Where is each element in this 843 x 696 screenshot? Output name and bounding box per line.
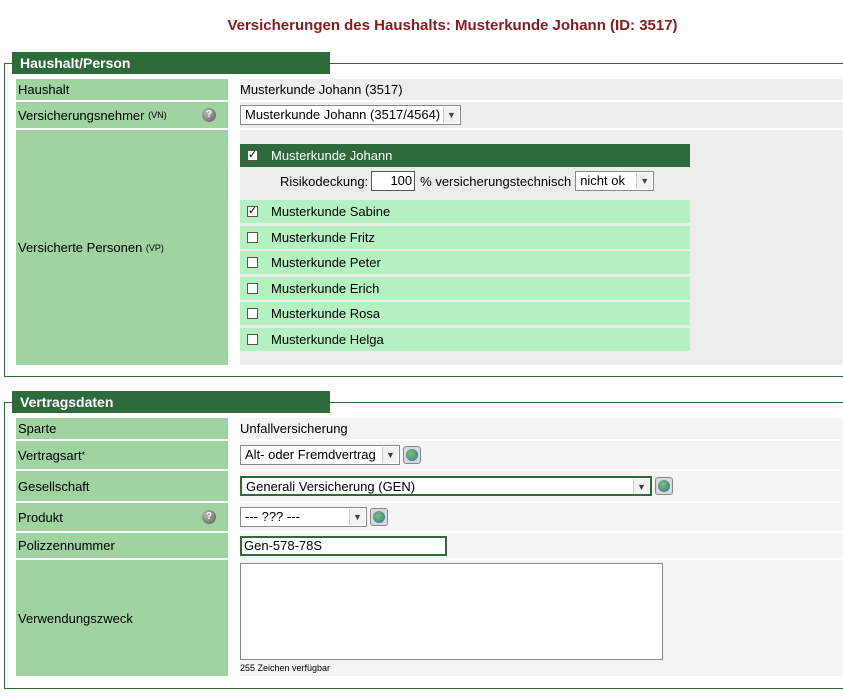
risk-input[interactable]: 100 bbox=[371, 171, 415, 191]
vertragsart-select[interactable] bbox=[240, 445, 400, 465]
risk-select[interactable] bbox=[575, 171, 654, 191]
polizze-input[interactable]: Gen-578-78S bbox=[240, 536, 447, 556]
person-checkbox[interactable] bbox=[247, 308, 258, 319]
chevron-down-icon: ▼ bbox=[636, 173, 652, 189]
person-name: Musterkunde Helga bbox=[271, 332, 384, 347]
risk-select-value: nicht ok bbox=[580, 173, 625, 188]
gesellschaft-select[interactable] bbox=[240, 476, 652, 496]
haushalt-value-cell bbox=[240, 79, 843, 100]
vn-label-cell bbox=[16, 102, 228, 128]
chevron-down-icon: ▼ bbox=[443, 107, 459, 123]
person-checkbox[interactable] bbox=[247, 257, 258, 268]
produkt-label: Produkt bbox=[18, 509, 63, 525]
zweck-textarea[interactable] bbox=[240, 563, 663, 660]
chevron-down-icon: ▼ bbox=[349, 509, 365, 525]
gesellschaft-value-cell bbox=[240, 471, 843, 501]
vn-select[interactable] bbox=[240, 105, 461, 125]
chevron-down-icon: ▼ bbox=[382, 447, 398, 463]
vn-label: Versicherungsnehmer bbox=[18, 107, 145, 123]
vn-row bbox=[16, 102, 843, 128]
polizze-label: Polizzennummer bbox=[16, 533, 228, 558]
chars-left-text: 255 Zeichen verfügbar bbox=[240, 663, 331, 673]
haushalt-label: Haushalt bbox=[16, 79, 228, 100]
globe-icon[interactable] bbox=[370, 508, 388, 526]
sparte-value: Unfallversicherung bbox=[240, 421, 348, 436]
risk-row bbox=[280, 171, 654, 191]
produkt-select-value: --- ??? --- bbox=[245, 509, 300, 524]
globe-icon[interactable] bbox=[655, 477, 673, 495]
person-row[interactable] bbox=[240, 226, 690, 249]
vertragsart-value-cell bbox=[240, 441, 843, 469]
haushalt-row bbox=[16, 79, 843, 100]
question-icon[interactable]: ? bbox=[202, 108, 216, 122]
gesellschaft-label: Gesellschaft bbox=[16, 471, 228, 501]
person-row[interactable] bbox=[240, 328, 690, 351]
person-row[interactable] bbox=[240, 251, 690, 274]
produkt-label-cell bbox=[16, 503, 228, 531]
zweck-row bbox=[16, 560, 843, 676]
polizze-row bbox=[16, 533, 843, 558]
vertragsart-select-value: Alt- oder Fremdvertrag bbox=[245, 447, 376, 462]
person-name: Musterkunde Sabine bbox=[271, 204, 391, 219]
person-name: Musterkunde Fritz bbox=[271, 230, 376, 245]
primary-person-row[interactable] bbox=[240, 144, 690, 167]
gesellschaft-select-value: Generali Versicherung (GEN) bbox=[246, 479, 416, 494]
vertragsart-sup: * bbox=[81, 450, 86, 460]
sparte-value-cell bbox=[240, 418, 843, 439]
vertragsdaten-legend: Vertragsdaten bbox=[12, 391, 330, 413]
person-checkbox[interactable] bbox=[247, 232, 258, 243]
vn-value-cell bbox=[240, 102, 843, 128]
person-checkbox[interactable] bbox=[247, 334, 258, 345]
person-row[interactable] bbox=[240, 302, 690, 325]
risk-suffix: % versicherungstechnisch bbox=[420, 173, 572, 189]
produkt-value-cell bbox=[240, 503, 843, 531]
haushalt-value: Musterkunde Johann (3517) bbox=[240, 82, 403, 97]
question-icon[interactable]: ? bbox=[202, 510, 216, 524]
person-checkbox[interactable] bbox=[247, 283, 258, 294]
sparte-row bbox=[16, 418, 843, 439]
gesellschaft-row bbox=[16, 471, 843, 501]
sparte-label: Sparte bbox=[16, 418, 228, 439]
person-checkbox[interactable]: ✓ bbox=[248, 205, 258, 217]
polizze-value-cell bbox=[240, 533, 843, 558]
haushalt-person-legend: Haushalt/Person bbox=[12, 52, 330, 74]
vp-label: Versicherte Personen bbox=[18, 240, 143, 255]
page-title: Versicherungen des Haushalts: Musterkunde Johann (ID: 3517) bbox=[227, 17, 678, 34]
person-name: Musterkunde Rosa bbox=[271, 306, 381, 321]
globe-icon[interactable] bbox=[403, 446, 421, 464]
chevron-down-icon: ▼ bbox=[633, 479, 649, 495]
vertragsart-label: Vertragsart bbox=[18, 447, 82, 463]
person-row[interactable] bbox=[240, 277, 690, 300]
person-name: Musterkunde Peter bbox=[271, 255, 381, 270]
produkt-select[interactable] bbox=[240, 507, 367, 527]
person-name: Musterkunde Erich bbox=[271, 281, 380, 296]
zweck-label: Verwendungszweck bbox=[16, 560, 228, 676]
person-row[interactable] bbox=[240, 200, 690, 223]
vp-label-cell bbox=[16, 130, 228, 365]
vertragsart-label-cell bbox=[16, 441, 228, 469]
zweck-value-cell bbox=[240, 560, 843, 676]
vn-select-value: Musterkunde Johann (3517/4564) bbox=[245, 107, 441, 122]
vertragsart-row bbox=[16, 441, 843, 469]
produkt-row bbox=[16, 503, 843, 531]
risk-label: Risikodeckung: bbox=[280, 173, 369, 189]
primary-person-checkbox[interactable]: ✓ bbox=[248, 149, 258, 161]
vp-sup: (VP) bbox=[145, 242, 164, 253]
vn-sup: (VN) bbox=[148, 110, 167, 120]
primary-person-name: Musterkunde Johann bbox=[271, 148, 393, 163]
